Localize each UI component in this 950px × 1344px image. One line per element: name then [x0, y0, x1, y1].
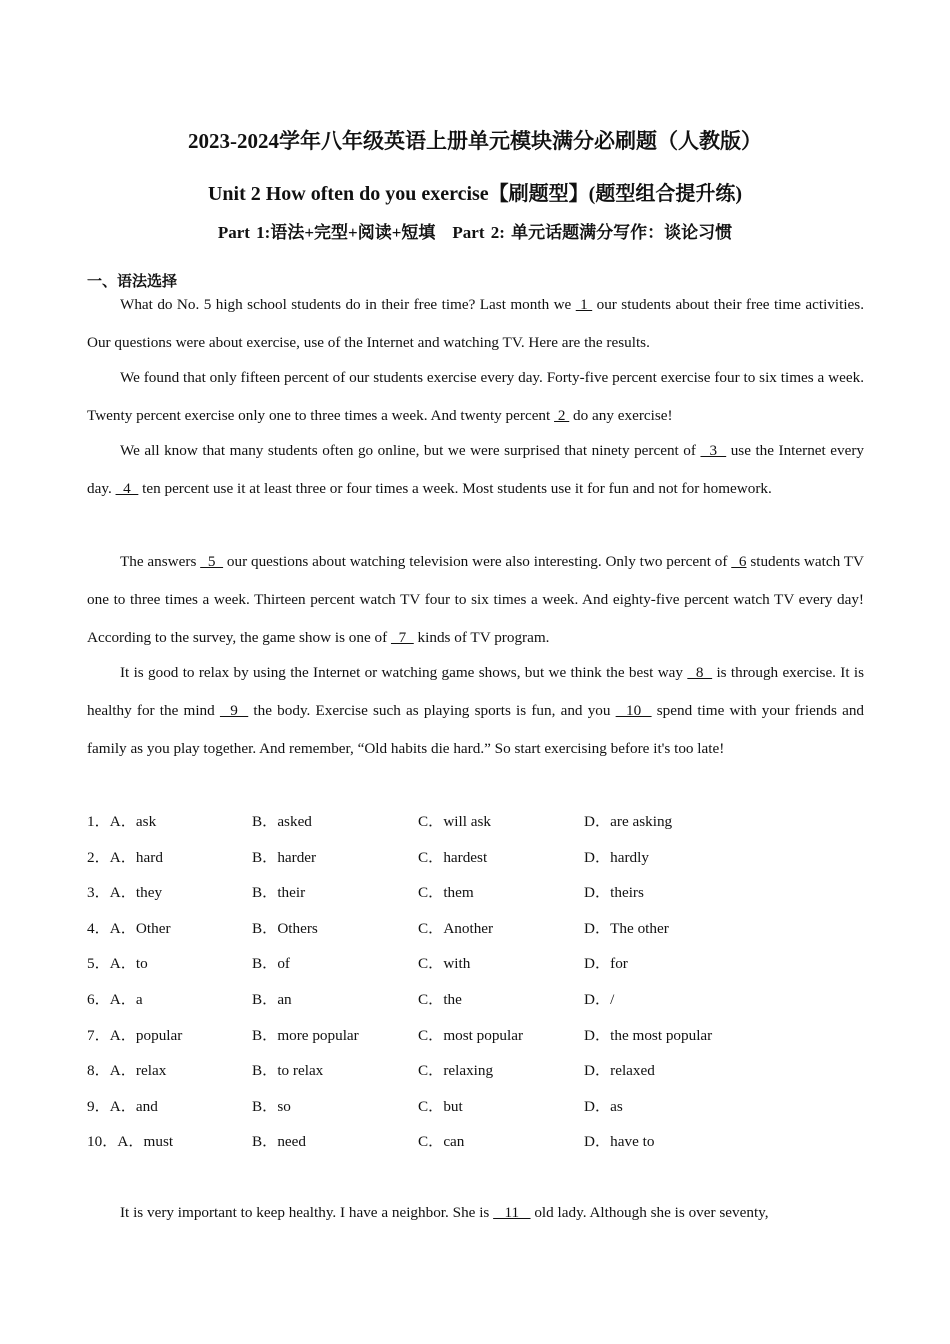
blank-9: 9 [219, 702, 249, 719]
blank-2: 2 [554, 407, 570, 424]
option-d: D．The other [584, 919, 669, 937]
option-c: C．them [418, 884, 474, 902]
option-c: C．with [418, 955, 471, 973]
option-b: B．of [252, 955, 290, 973]
option-a: 6．A．a [87, 990, 143, 1008]
option-b: B．an [252, 990, 292, 1008]
option-b: B．their [252, 884, 306, 902]
option-d: D．are asking [584, 813, 673, 830]
option-b: B．to relax [252, 1062, 324, 1080]
option-d: D．for [584, 955, 628, 973]
blank-1: 1 [575, 296, 593, 313]
option-c: C．relaxing [418, 1062, 494, 1080]
option-a: 9．A．and [87, 1097, 158, 1115]
passage-paragraph-4: The answers 5 our questions about watching television were also interesting. Only two percent of 6 students watch TV one to three times a week. Thirteen percent watch TV four to six times a week. And eighty-five percent watch TV every day! According to the survey, the game show is one of 7 kinds of TV program. [87, 553, 864, 646]
passage-paragraph-3: We all know that many students often go online, but we were surprised that ninety percent of 3 use the Internet every day. 4 ten percent use it at least three or four times a week. Most students use it for fun and not for homework. [87, 442, 865, 497]
option-c: C．hardest [418, 848, 488, 866]
option-b: B．more popular [252, 1026, 359, 1044]
option-b: B．so [252, 1097, 291, 1115]
option-a: 10．A．must [87, 1133, 174, 1151]
question-9-options [87, 1089, 864, 1125]
question-10-options [87, 1124, 864, 1160]
option-b: B．Others [252, 919, 318, 937]
option-a: 7．A．popular [87, 1026, 183, 1044]
option-d: D．/ [584, 990, 615, 1008]
option-d: D．the most popular [584, 1026, 713, 1044]
passage-paragraph-1: What do No. 5 high school students do in their free time? Last month we 1 our students about their free time activities. Our questions were about exercise, use of the Internet and watching TV. Here are the results. [87, 296, 864, 351]
question-8-options [87, 1053, 864, 1089]
passage2-paragraph-1: It is very important to keep healthy. I have a neighbor. She is 11 old lady. Although she is over seventy, [120, 1204, 769, 1221]
option-c: C．but [418, 1097, 463, 1115]
option-c: C．Another [418, 919, 494, 937]
question-3-options [87, 875, 864, 911]
option-d: D．as [584, 1097, 623, 1115]
option-a: 3．A．they [87, 884, 163, 902]
question-5-options [87, 946, 864, 982]
blank-5: 5 [200, 553, 224, 570]
option-d: D．hardly [584, 848, 649, 866]
option-b: B．need [252, 1133, 306, 1151]
blank-6: 6 [731, 553, 747, 570]
option-d: D．theirs [584, 884, 644, 902]
blank-10: 10 [615, 702, 652, 719]
option-b: B．harder [252, 848, 317, 866]
option-c: C．most popular [418, 1026, 524, 1044]
blank-7: 7 [390, 629, 414, 646]
option-a: 8．A．relax [87, 1062, 167, 1080]
question-1-options [87, 804, 864, 840]
blank-11: 11 [493, 1204, 531, 1221]
parts-line: Part 1:语法+完型+阅读+短填 Part 2: 单元话题满分写作：谈论习惯 [217, 223, 733, 242]
option-c: C．can [418, 1133, 465, 1151]
option-a: 1．A．ask [87, 813, 157, 830]
blank-8: 8 [687, 664, 713, 681]
unit-subtitle: Unit 2 How often do you exercise【刷题型】(题型组合提升练) [207, 183, 743, 205]
question-7-options [87, 1018, 864, 1054]
option-a: 5．A．to [87, 955, 148, 973]
option-a: 2．A．hard [87, 848, 163, 866]
passage-paragraph-5: It is good to relax by using the Internet or watching game shows, but we think the best way 8 is through exercise. It is healthy for the mind 9 the body. Exercise such as playing sports is fun, and you 10 spend time with your friends and family as you play together. And remember, “Old habits die hard.” So start exercising before it's too late! [87, 664, 865, 757]
section-heading-grammar: 一、语法选择 [87, 274, 178, 290]
passage-paragraph-2: We found that only fifteen percent of our students exercise every day. Forty-five percent exercise four to six times a week. Twenty percent exercise only one to three times a week. And twenty percent 2 do any exercise! [87, 369, 864, 424]
option-b: B．asked [252, 813, 312, 830]
answer-options [87, 804, 864, 1160]
document-title: 2023-2024学年八年级英语上册单元模块满分必刷题（人教版） [188, 129, 762, 153]
blank-3: 3 [700, 442, 727, 459]
option-d: D．relaxed [584, 1062, 655, 1080]
question-6-options [87, 982, 864, 1018]
option-c: C．the [418, 990, 462, 1008]
option-d: D．have to [584, 1133, 655, 1151]
question-2-options [87, 840, 864, 876]
question-4-options [87, 911, 864, 947]
blank-4: 4 [115, 480, 139, 497]
option-c: C．will ask [418, 813, 491, 830]
option-a: 4．A．Other [87, 919, 171, 937]
